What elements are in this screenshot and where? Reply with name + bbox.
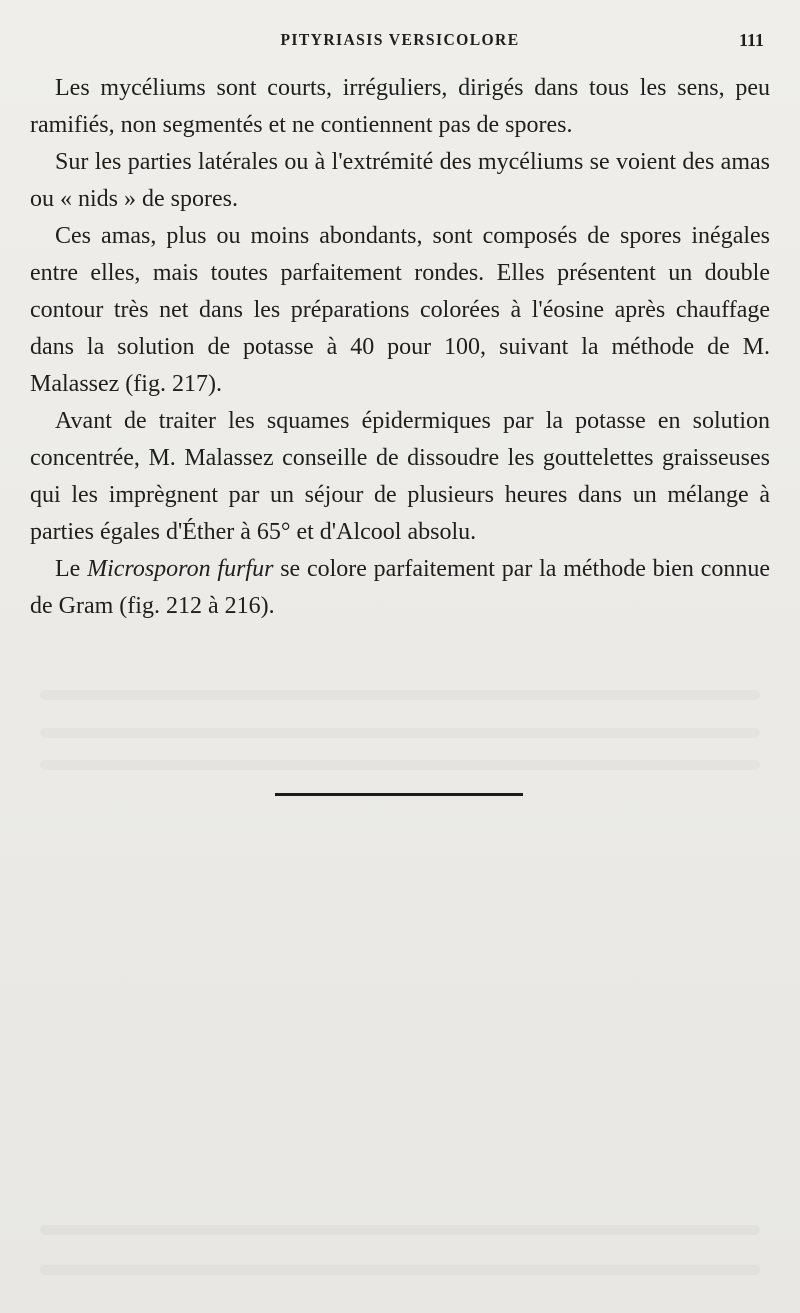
body-text bbox=[30, 70, 770, 625]
paragraph-5-start: Le bbox=[55, 556, 88, 582]
show-through-ghost-line bbox=[40, 760, 760, 770]
paragraph-2: Sur les parties latérales ou à l'extrémité des mycéliums se voient des amas ou « nids » de spores. bbox=[30, 149, 770, 212]
paragraph-5 bbox=[30, 551, 770, 625]
paragraph-3: Ces amas, plus ou moins abondants, sont composés de spores inégales entre elles, mais toutes parfaitement rondes. Elles présentent un double contour très net dans les préparations colorées à l'éosine après chauffage dans la solution de potasse à 40 pour 100, suivant la méthode de M. Malassez (fig. 217). bbox=[30, 223, 770, 397]
paragraph-4: Avant de traiter les squames épidermiques par la potasse en solution concentrée, M. Malassez conseille de dissoudre les gouttelettes graisseuses qui les imprègnent par un séjour de plusieurs heures dans un mélange à parties égales d'Éther à 65° et d'Alcool absolu. bbox=[30, 408, 770, 545]
show-through-ghost-line bbox=[40, 1225, 760, 1235]
show-through-ghost-line bbox=[40, 690, 760, 700]
page-number: 111 bbox=[738, 30, 764, 50]
paragraph-1: Les mycéliums sont courts, irréguliers, dirigés dans tous les sens, peu ramifiés, non segmentés et ne contiennent pas de spores. bbox=[30, 75, 770, 138]
paragraph-5-end: se colore parfaitement par la méthode bien connue de Gram (fig. 212 à 216). bbox=[30, 556, 770, 619]
show-through-ghost-line bbox=[40, 728, 760, 738]
end-of-section-rule bbox=[275, 793, 523, 796]
running-header bbox=[30, 30, 770, 54]
species-name: Microsporon furfur bbox=[87, 556, 274, 582]
running-title: PITYRIASIS VERSICOLORE bbox=[280, 30, 520, 49]
show-through-ghost-line bbox=[40, 1265, 760, 1275]
